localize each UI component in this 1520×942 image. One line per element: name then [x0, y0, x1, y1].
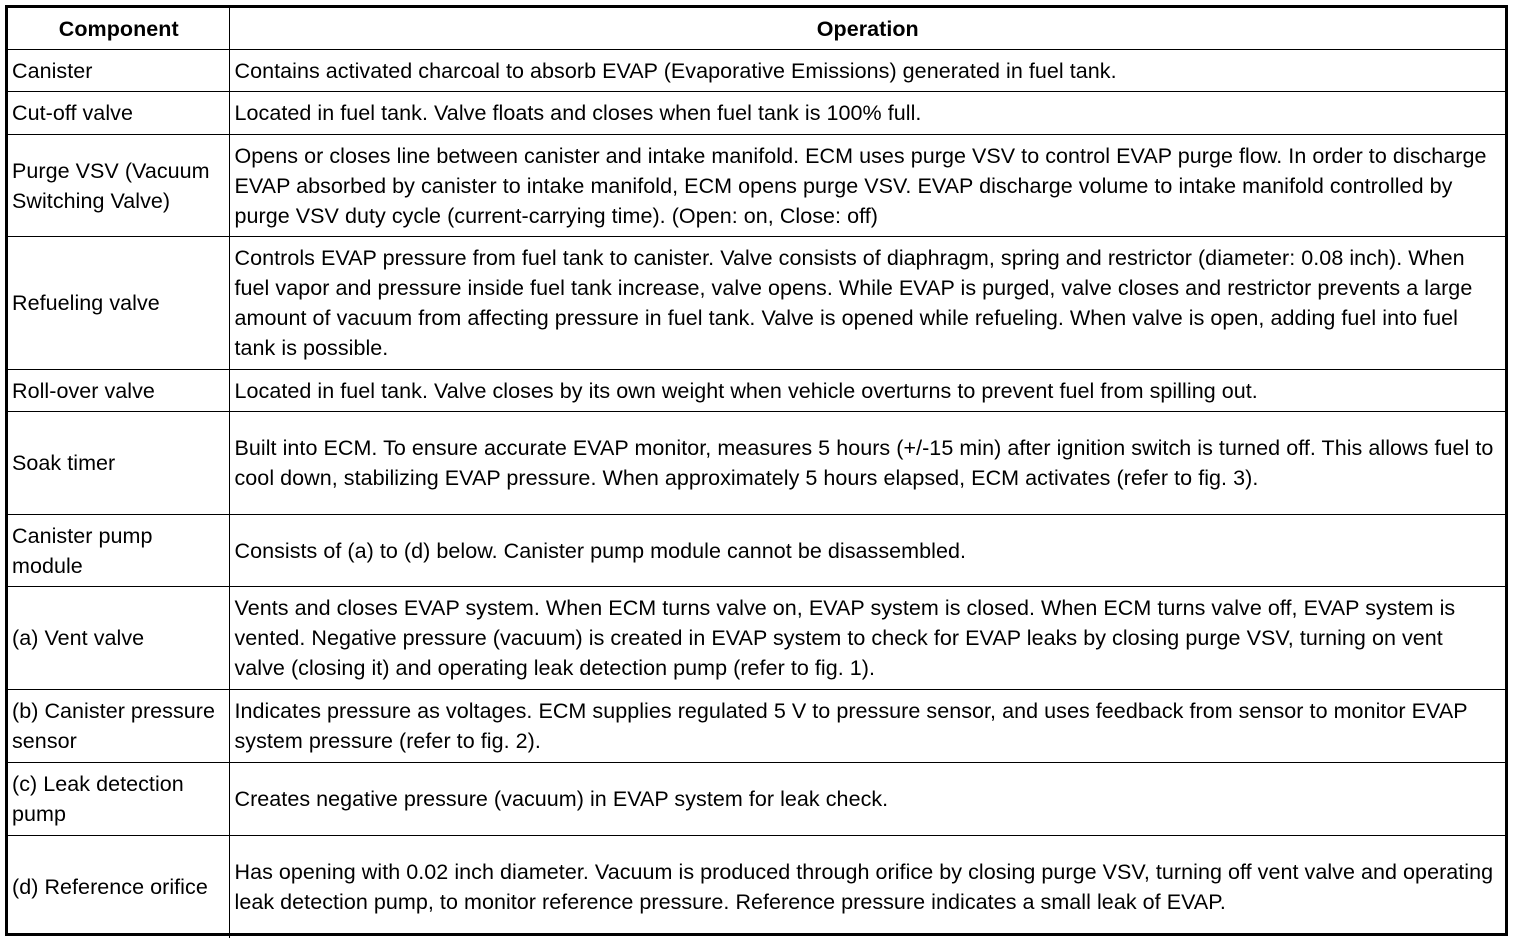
- component-cell: Canister: [8, 50, 229, 92]
- evap-components-table: [8, 8, 1505, 938]
- table-row: [8, 135, 1505, 237]
- component-cell: (d) Reference orifice: [8, 836, 229, 939]
- table-row: [8, 370, 1505, 412]
- operation-cell: Built into ECM. To ensure accurate EVAP monitor, measures 5 hours (+/-15 min) after ignition switch is turned off. This allows fuel to cool down, stabilizing EVAP pressure. When approximately 5 hours elapsed, ECM activates (refer to fig. 3).: [229, 412, 1505, 515]
- table-row: [8, 515, 1505, 587]
- operation-cell: Controls EVAP pressure from fuel tank to canister. Valve consists of diaphragm, spring and restrictor (diameter: 0.08 inch). When fuel vapor and pressure inside fuel tank increase, valve opens. While EVAP is purged, valve closes and restrictor prevents a large amount of vacuum from affecting pressure in fuel tank. Valve is opened while refueling. When valve is open, adding fuel into fuel tank is possible.: [229, 237, 1505, 370]
- component-cell: Canister pump module: [8, 515, 229, 587]
- table-row: [8, 587, 1505, 690]
- component-cell: Cut-off valve: [8, 92, 229, 135]
- table-row: [8, 92, 1505, 135]
- table-row: [8, 836, 1505, 939]
- operation-cell: Opens or closes line between canister and intake manifold. ECM uses purge VSV to control EVAP purge flow. In order to discharge EVAP absorbed by canister to intake manifold, ECM opens purge VSV. EVAP discharge volume to intake manifold controlled by purge VSV duty cycle (current-carrying time). (Open: on, Close: off): [229, 135, 1505, 237]
- operation-cell: Creates negative pressure (vacuum) in EVAP system for leak check.: [229, 763, 1505, 836]
- header-row: [8, 8, 1505, 50]
- operation-cell: Consists of (a) to (d) below. Canister pump module cannot be disassembled.: [229, 515, 1505, 587]
- component-cell: Roll-over valve: [8, 370, 229, 412]
- operation-cell: Indicates pressure as voltages. ECM supplies regulated 5 V to pressure sensor, and uses feedback from sensor to monitor EVAP system pressure (refer to fig. 2).: [229, 690, 1505, 763]
- operation-cell: Located in fuel tank. Valve floats and closes when fuel tank is 100% full.: [229, 92, 1505, 135]
- table-row: [8, 237, 1505, 370]
- table-row: [8, 763, 1505, 836]
- column-header-component: Component: [8, 8, 229, 50]
- component-cell: Refueling valve: [8, 237, 229, 370]
- component-cell: (c) Leak detection pump: [8, 763, 229, 836]
- table-row: [8, 412, 1505, 515]
- component-cell: Purge VSV (Vacuum Switching Valve): [8, 135, 229, 237]
- operation-cell: Contains activated charcoal to absorb EVAP (Evaporative Emissions) generated in fuel tank.: [229, 50, 1505, 92]
- operation-cell: Located in fuel tank. Valve closes by its own weight when vehicle overturns to prevent fuel from spilling out.: [229, 370, 1505, 412]
- operation-cell: Has opening with 0.02 inch diameter. Vacuum is produced through orifice by closing purge VSV, turning off vent valve and operating leak detection pump, to monitor reference pressure. Reference pressure indicates a small leak of EVAP.: [229, 836, 1505, 939]
- component-cell: (b) Canister pressure sensor: [8, 690, 229, 763]
- table-row: [8, 50, 1505, 92]
- operation-cell: Vents and closes EVAP system. When ECM turns valve on, EVAP system is closed. When ECM turns valve off, EVAP system is vented. Negative pressure (vacuum) is created in EVAP system to check for EVAP leaks by closing purge VSV, turning on vent valve (closing it) and operating leak detection pump (refer to fig. 1).: [229, 587, 1505, 690]
- table-row: [8, 690, 1505, 763]
- column-header-operation: Operation: [229, 8, 1505, 50]
- component-cell: Soak timer: [8, 412, 229, 515]
- component-cell: (a) Vent valve: [8, 587, 229, 690]
- evap-components-table-frame: [5, 5, 1508, 936]
